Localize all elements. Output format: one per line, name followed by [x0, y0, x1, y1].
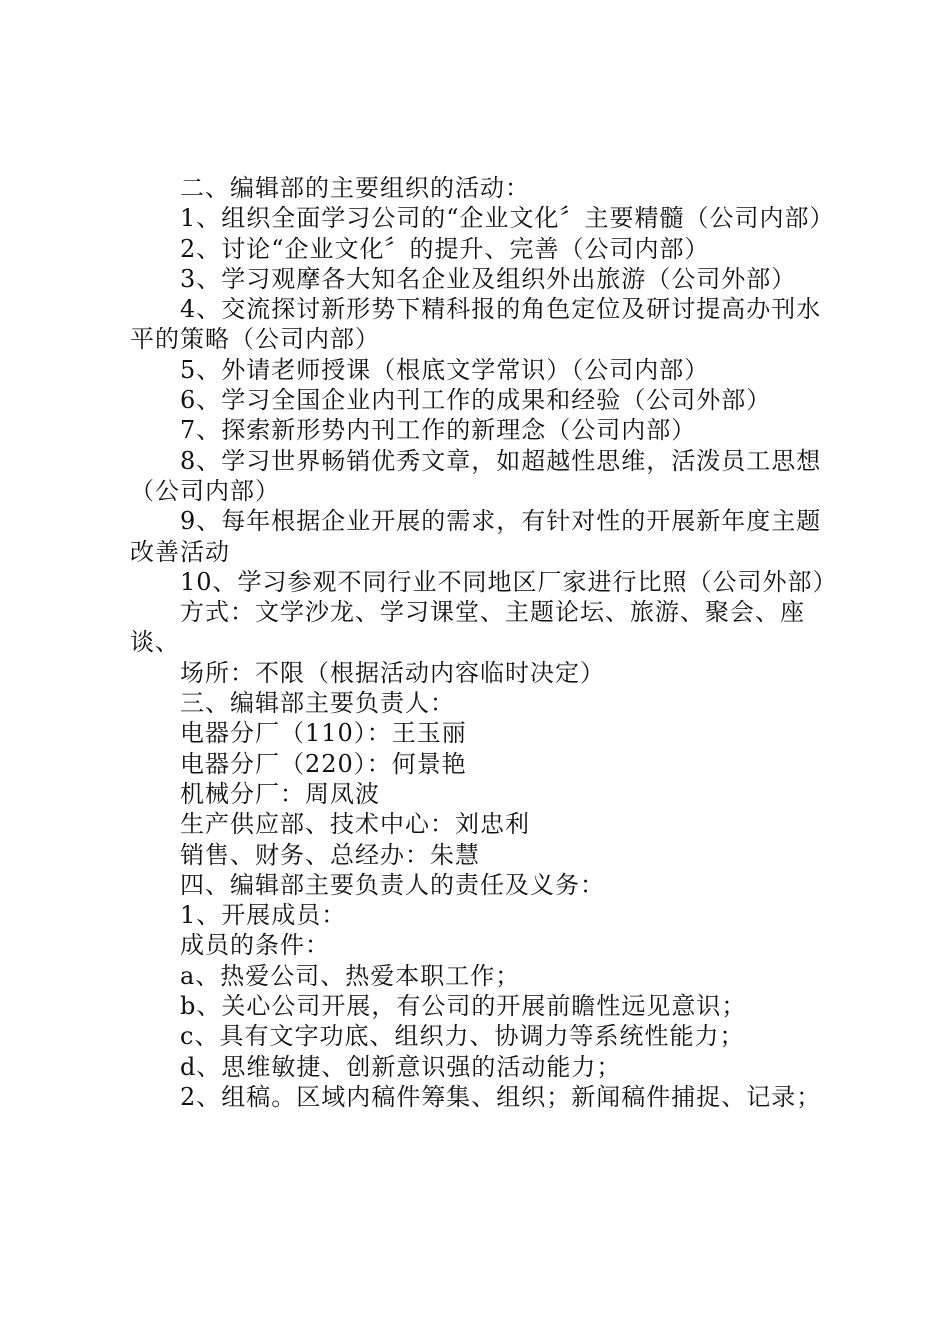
- activity-item-8: 8、学习世界畅销优秀文章，如超越性思维，活泼员工思想（公司内部）: [130, 446, 822, 505]
- activity-item-7: 7、探索新形势内刊工作的新理念（公司内部）: [180, 416, 697, 445]
- leader-sales-finance: 销售、财务、总经办：朱慧: [180, 840, 480, 869]
- section-heading-activities: 二、编辑部的主要组织的活动：: [180, 174, 530, 202]
- activity-item-5: 5、外请老师授课（根底文学常识）（公司内部）: [180, 355, 710, 384]
- condition-b: b、关心公司开展，有公司的开展前瞻性远见意识；: [180, 992, 747, 1021]
- activity-item-9: 9、每年根据企业开展的需求，有针对性的开展新年度主题改善活动: [130, 507, 822, 566]
- activity-item-1: 1、组织全面学习公司的“企业文化〞主要精髓（公司内部）: [180, 204, 835, 233]
- activity-item-3: 3、学习观摩各大知名企业及组织外出旅游（公司外部）: [180, 264, 797, 293]
- activity-item-4: 4、交流探讨新形势下精科报的角色定位及研讨提高办刊水平的策略（公司内部）: [130, 295, 822, 354]
- condition-a: a、热爱公司、热爱本职工作；: [180, 961, 521, 990]
- leader-electrical-110: 电器分厂（110）：王玉丽: [180, 719, 467, 748]
- condition-c: c、具有文字功底、组织力、协调力等系统性能力；: [180, 1022, 745, 1051]
- duty-item-1: 1、开展成员：: [180, 901, 347, 930]
- activity-item-2: 2、讨论“企业文化〞的提升、完善（公司内部）: [180, 234, 710, 263]
- duty-item-2: 2、组稿。区域内稿件筹集、组织；新闻稿件捕捉、记录；: [180, 1082, 822, 1111]
- section-heading-duties: 四、编辑部主要负责人的责任及义务：: [180, 870, 605, 899]
- leader-mechanical: 机械分厂：周凤波: [180, 779, 380, 808]
- leader-production-tech: 生产供应部、技术中心：刘忠利: [180, 810, 530, 839]
- activity-venue: 场所：不限（根据活动内容临时决定）: [180, 658, 605, 687]
- leader-electrical-220: 电器分厂（220）：何景艳: [180, 749, 467, 778]
- activity-item-6: 6、学习全国企业内刊工作的成果和经验（公司外部）: [180, 386, 772, 415]
- activity-item-10: 10、学习参观不同行业不同地区厂家进行比照（公司外部）: [180, 567, 838, 596]
- activity-methods: 方式：文学沙龙、学习课堂、主题论坛、旅游、聚会、座谈、: [130, 598, 805, 657]
- condition-d: d、思维敏捷、创新意识强的活动能力；: [180, 1052, 622, 1081]
- section-heading-leaders: 三、编辑部主要负责人：: [180, 689, 455, 718]
- document-body: [130, 173, 838, 1112]
- member-conditions: 成员的条件：: [180, 931, 330, 960]
